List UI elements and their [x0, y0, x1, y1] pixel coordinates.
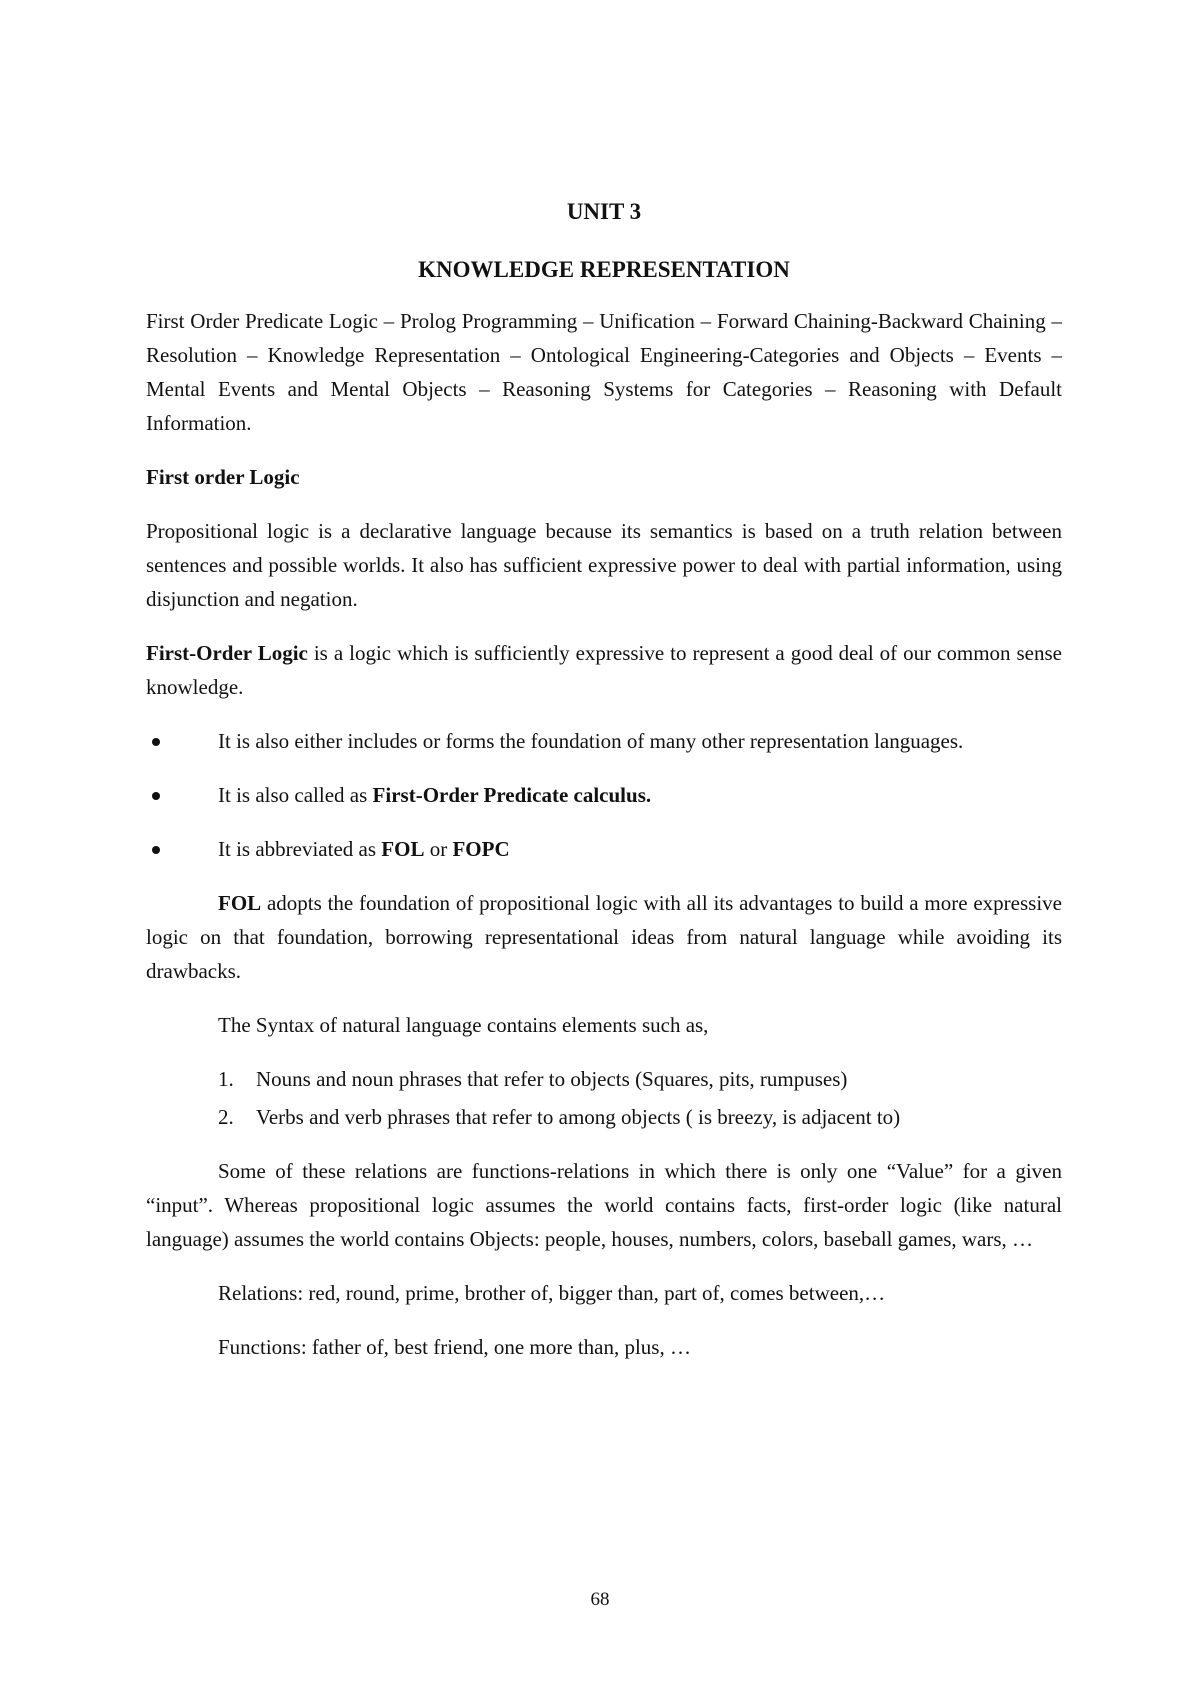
bullet-text: It is abbreviated as: [218, 837, 382, 861]
functions-line: Functions: father of, best friend, one more than, plus, …: [218, 1335, 691, 1359]
fol-abbrev: FOL: [218, 891, 262, 915]
bullet-text: It is also called as: [218, 783, 373, 807]
fol-bullet-list: [146, 724, 1062, 866]
syntax-numbered-list: [146, 1062, 1062, 1134]
numbered-item: [146, 1100, 1062, 1134]
bullet-bold-text: First-Order Predicate calculus.: [372, 783, 652, 807]
item-number: 2.: [218, 1105, 234, 1129]
section-heading: First order Logic: [146, 465, 300, 489]
item-number: 1.: [218, 1067, 234, 1091]
item-text: Nouns and noun phrases that refer to objects (Squares, pits, rumpuses): [256, 1067, 848, 1091]
bullet-text: It is also either includes or forms the foundation of many other representation languages.: [218, 729, 964, 753]
bullet-bold-text: FOPC: [452, 837, 510, 861]
fol-definition-paragraph: [146, 636, 1062, 704]
topics-paragraph: First Order Predicate Logic – Prolog Programming – Unification – Forward Chaining-Backward Chaining – Resolution – Knowledge Representation – Ontological Engineering-Categories and Objects – Events – Mental Events and Mental Objects – Reasoning Systems for Categories – Reasoning with Default Information.: [146, 309, 1062, 435]
relations-line: Relations: red, round, prime, brother of, bigger than, part of, comes between,…: [218, 1281, 886, 1305]
item-text: Verbs and verb phrases that refer to among objects ( is breezy, is adjacent to): [256, 1105, 901, 1129]
syntax-intro-paragraph: The Syntax of natural language contains elements such as,: [218, 1013, 709, 1037]
bullet-icon: [152, 792, 160, 800]
fol-term: First-Order Logic: [146, 641, 308, 665]
unit-title: UNIT 3: [566, 199, 642, 224]
page-content: [146, 198, 1062, 1384]
bullet-item: [146, 778, 1062, 812]
page-number: 68: [590, 1589, 610, 1610]
bullet-bold-text: FOL: [381, 837, 425, 861]
relations-functions-paragraph: Some of these relations are functions-relations in which there is only one “Value” for a given “input”. Whereas propositional logic assumes the world contains facts, first-order logic (like natural language) assumes the world contains Objects: people, houses, numbers, colors, baseball games, wars, …: [146, 1159, 1062, 1251]
bullet-text: or: [424, 837, 453, 861]
bullet-icon: [152, 846, 160, 854]
propositional-logic-paragraph: Propositional logic is a declarative language because its semantics is based on a truth relation between sentences and possible worlds. It also has sufficient expressive power to deal with partial information, using disjunction and negation.: [146, 519, 1062, 611]
fol-definition-text: is a logic which is sufficiently expressive to represent a good deal of our common sense knowledge.: [146, 641, 1062, 699]
fol-adopts-paragraph: [146, 886, 1062, 988]
bullet-item: [146, 832, 1062, 866]
fol-adopts-text: adopts the foundation of propositional logic with all its advantages to build a more expressive logic on that foundation, borrowing representational ideas from natural language while avoiding its drawbacks.: [146, 891, 1062, 983]
chapter-title: KNOWLEDGE REPRESENTATION: [418, 257, 790, 282]
bullet-icon: [152, 738, 160, 746]
bullet-item: [146, 724, 1062, 758]
numbered-item: [146, 1062, 1062, 1096]
